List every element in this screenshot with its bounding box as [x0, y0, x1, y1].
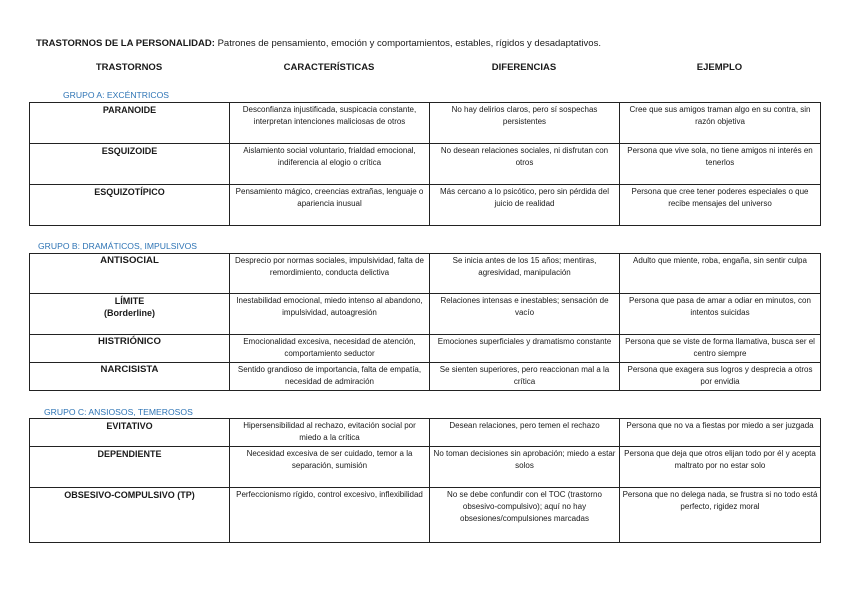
characteristics-cell: Necesidad excesiva de ser cuidado, temor a la separación, sumisión [230, 447, 430, 488]
differences-cell: Se sienten superiores, pero reaccionan mal a la crítica [430, 363, 620, 391]
characteristics-cell: Sentido grandioso de importancia, falta de empatía, necesidad de admiración [230, 363, 430, 391]
differences-cell: No se debe confundir con el TOC (trastorno obsesivo-compulsivo); aquí no hay obsesiones/compulsiones marcadas [430, 488, 620, 543]
differences-cell: Se inicia antes de los 15 años; mentiras, agresividad, manipulación [430, 254, 620, 294]
disorder-name: EVITATIVO [30, 419, 230, 447]
disorder-name: OBSESIVO-COMPULSIVO (TP) [30, 488, 230, 543]
group-a-table [29, 102, 821, 226]
disorder-name: DEPENDIENTE [30, 447, 230, 488]
example-cell: Adulto que miente, roba, engaña, sin sentir culpa [620, 254, 821, 294]
example-cell: Persona que cree tener poderes especiales o que recibe mensajes del universo [620, 185, 821, 226]
disorder-name: ANTISOCIAL [30, 254, 230, 294]
table-row [30, 335, 821, 363]
example-cell: Persona que deja que otros elijan todo por él y acepta maltrato por no estar solo [620, 447, 821, 488]
differences-cell: Emociones superficiales y dramatismo constante [430, 335, 620, 363]
differences-cell: Más cercano a lo psicótico, pero sin pérdida del juicio de realidad [430, 185, 620, 226]
example-cell: Cree que sus amigos traman algo en su contra, sin razón objetiva [620, 103, 821, 144]
example-cell: Persona que no va a fiestas por miedo a ser juzgada [620, 419, 821, 447]
table-row [30, 419, 821, 447]
disorder-subname: (Borderline) [103, 308, 155, 318]
disorder-name: ESQUIZOTÍPICO [30, 185, 230, 226]
example-cell: Persona que exagera sus logros y desprecia a otros por envidia [620, 363, 821, 391]
differences-cell: Relaciones intensas e inestables; sensación de vacío [430, 294, 620, 335]
disorder-name: NARCISISTA [30, 363, 230, 391]
differences-cell: No toman decisiones sin aprobación; miedo a estar solos [430, 447, 620, 488]
group-c-table [29, 418, 821, 543]
disorder-name: PARANOIDE [30, 103, 230, 144]
example-cell: Persona que no delega nada, se frustra si no todo está perfecto, rigidez moral [620, 488, 821, 543]
title-description: Patrones de pensamiento, emoción y comportamientos, estables, rígidos y desadaptativos. [214, 38, 601, 49]
table-row [30, 363, 821, 391]
table-row [30, 447, 821, 488]
differences-cell: No desean relaciones sociales, ni disfrutan con otros [430, 144, 620, 185]
example-cell: Persona que vive sola, no tiene amigos ni interés en tenerlos [620, 144, 821, 185]
differences-cell: Desean relaciones, pero temen el rechazo [430, 419, 620, 447]
characteristics-cell: Desprecio por normas sociales, impulsividad, falta de remordimiento, conducta delictiva [230, 254, 430, 294]
disorder-name: HISTRIÓNICO [30, 335, 230, 363]
header-trastornos: TRASTORNOS [95, 62, 163, 73]
example-cell: Persona que se viste de forma llamativa, busca ser el centro siempre [620, 335, 821, 363]
table-row [30, 103, 821, 144]
group-a-label: GRUPO A: EXCÉNTRICOS [63, 90, 170, 100]
characteristics-cell: Desconfianza injustificada, suspicacia constante, interpretan intenciones maliciosas de otros [230, 103, 430, 144]
header-caracteristicas: CARACTERÍSTICAS [283, 62, 375, 73]
example-cell: Persona que pasa de amar a odiar en minutos, con intentos suicidas [620, 294, 821, 335]
disorder-name-cell [30, 294, 230, 335]
characteristics-cell: Hipersensibilidad al rechazo, evitación social por miedo a la crítica [230, 419, 430, 447]
title-bold: TRASTORNOS DE LA PERSONALIDAD: [36, 38, 215, 49]
table-row [30, 185, 821, 226]
characteristics-cell: Inestabilidad emocional, miedo intenso al abandono, impulsividad, autoagresión [230, 294, 430, 335]
disorder-name: ESQUIZOIDE [30, 144, 230, 185]
group-b-table [29, 253, 821, 391]
characteristics-cell: Aislamiento social voluntario, frialdad emocional, indiferencia al elogio o crítica [230, 144, 430, 185]
group-c-label: GRUPO C: ANSIOSOS, TEMEROSOS [44, 407, 193, 417]
table-row [30, 488, 821, 543]
disorder-name: LÍMITE [114, 296, 145, 306]
document-title [36, 38, 601, 49]
table-row [30, 254, 821, 294]
table-row [30, 294, 821, 335]
group-b-label: GRUPO B: DRAMÁTICOS, IMPULSIVOS [38, 241, 198, 251]
characteristics-cell: Pensamiento mágico, creencias extrañas, lenguaje o apariencia inusual [230, 185, 430, 226]
characteristics-cell: Emocionalidad excesiva, necesidad de atención, comportamiento seductor [230, 335, 430, 363]
differences-cell: No hay delirios claros, pero sí sospechas persistentes [430, 103, 620, 144]
header-ejemplo: EJEMPLO [696, 62, 743, 73]
header-diferencias: DIFERENCIAS [491, 62, 557, 73]
table-row [30, 144, 821, 185]
characteristics-cell: Perfeccionismo rígido, control excesivo, inflexibilidad [230, 488, 430, 543]
